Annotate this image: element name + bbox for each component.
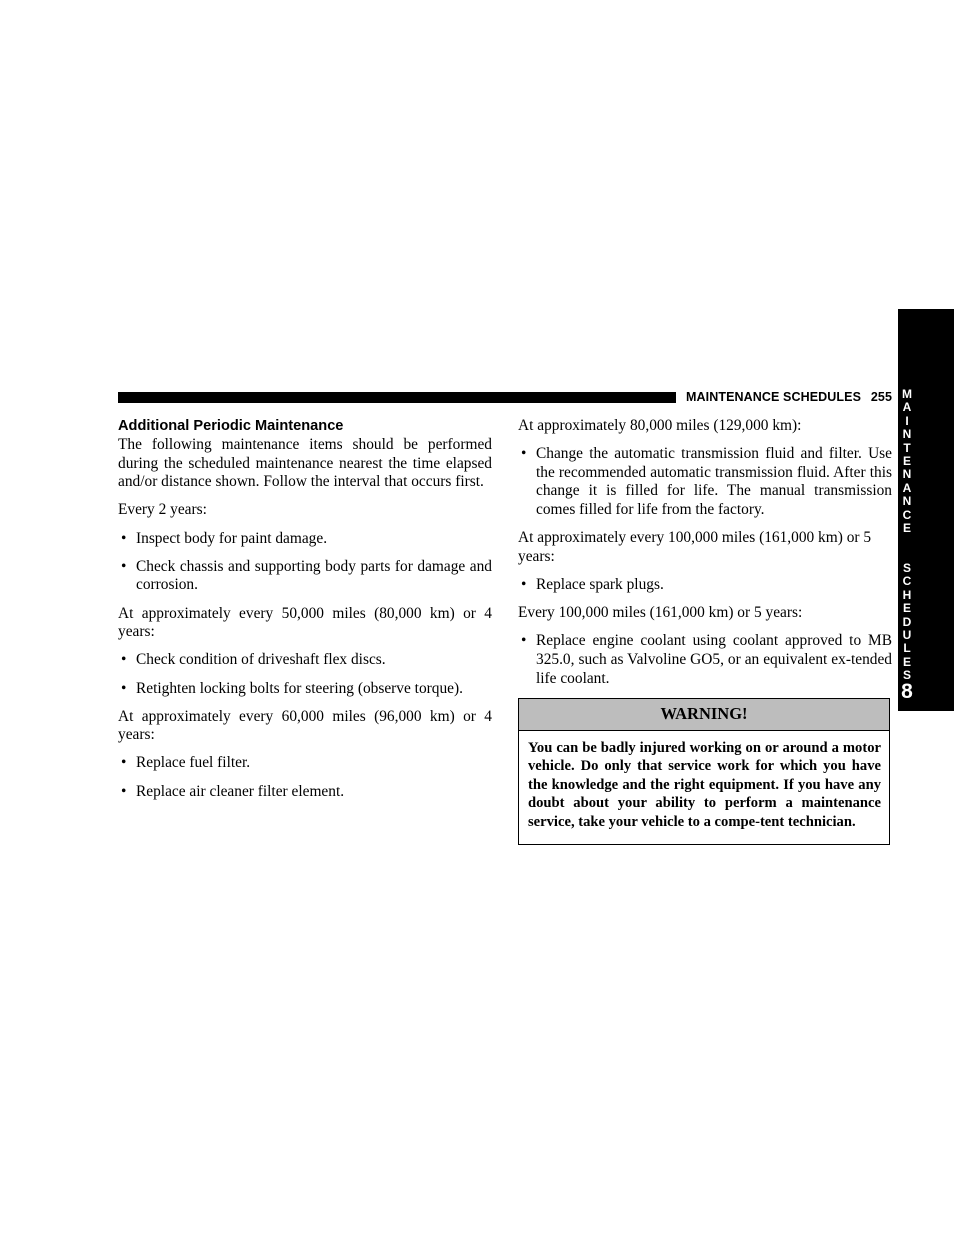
section-title: MAINTENANCE SCHEDULES	[686, 390, 862, 404]
interval-label: At approximately every 60,000 miles (96,000 km) or 4 years:	[118, 707, 492, 744]
chapter-number: 8	[901, 680, 913, 703]
warning-box	[518, 698, 890, 845]
list-item-text: Replace air cleaner filter element.	[136, 782, 345, 800]
list-item-text: Check chassis and supporting body parts for damage and corrosion.	[136, 557, 492, 594]
interval-label: At approximately every 100,000 miles (161,000 km) or 5 years:	[518, 529, 872, 565]
tab-letter: E	[902, 453, 911, 468]
tab-letter: N	[902, 427, 912, 442]
section-heading: Additional Periodic Maintenance	[118, 418, 344, 434]
interval-label: At approximately 80,000 miles (129,000 km):	[518, 417, 802, 434]
interval-label: Every 2 years:	[118, 501, 207, 519]
list-item	[118, 680, 492, 699]
tab-letter: A	[902, 400, 912, 415]
header-rule	[118, 392, 676, 403]
list-item-text: Inspect body for paint damage.	[136, 529, 328, 547]
tab-letter: E	[902, 601, 911, 616]
warning-title: WARNING!	[519, 699, 889, 731]
chapter-tab-letters	[898, 388, 916, 683]
warning-body: You can be badly injured working on or around a motor vehicle. Do only that service work for which you have the knowledge and the right equipment. If you have any doubt about your ability to perform a maintenance service, take your vehicle to a compe-tent technician.	[528, 739, 881, 831]
list-item	[118, 783, 492, 802]
tab-letter: N	[902, 494, 912, 509]
tab-letter: L	[903, 641, 911, 656]
tab-letter: C	[902, 507, 912, 522]
bullet-icon: •	[121, 529, 127, 547]
bullet-icon: •	[121, 679, 127, 697]
interval-label: Every 100,000 miles (161,000 km) or 5 years:	[518, 604, 803, 622]
tab-letter: U	[902, 628, 912, 643]
tab-letter: I	[905, 413, 909, 428]
tab-letter: T	[903, 440, 911, 455]
list-item-text: Replace fuel filter.	[136, 754, 251, 772]
tab-letter: E	[902, 654, 911, 669]
bullet-icon: •	[121, 651, 127, 669]
list-item-text: Replace spark plugs.	[536, 575, 664, 593]
interval-label: At approximately every 50,000 miles (80,000 km) or 4 years:	[118, 604, 492, 641]
bullet-icon: •	[521, 445, 527, 463]
list-item	[518, 576, 892, 595]
right-column	[518, 417, 892, 845]
list-item	[118, 754, 492, 773]
tab-letter: C	[902, 574, 912, 589]
left-column	[118, 417, 492, 811]
running-header	[686, 390, 892, 404]
bullet-icon: •	[121, 754, 127, 772]
list-item-text: Change the automatic transmission fluid and filter. Use the recommended automatic transmission fluid. After this change it is filled for life. The manual transmission comes filled for life from the factory.	[536, 445, 892, 518]
bullet-icon: •	[121, 782, 127, 800]
page-number: 255	[870, 390, 892, 404]
tab-letter: H	[902, 587, 912, 602]
tab-letter: S	[902, 668, 911, 683]
list-item-text: Replace engine coolant using coolant approved to MB 325.0, such as Valvoline GO5, or an equivalent ex-tended life coolant.	[536, 632, 892, 687]
tab-letter: D	[902, 614, 912, 629]
list-item	[518, 445, 892, 519]
tab-letter: S	[902, 561, 911, 576]
tab-letter: N	[902, 467, 912, 482]
list-item	[118, 530, 492, 549]
intro-paragraph: The following maintenance items should be performed during the scheduled maintenance nearest the time elapsed and/or distance shown. Follow the interval that occurs first.	[118, 436, 492, 491]
list-item-text: Check condition of driveshaft flex discs.	[136, 651, 386, 669]
bullet-icon: •	[521, 632, 527, 650]
tab-letter: M	[902, 387, 912, 401]
tab-letter-gap	[898, 535, 916, 562]
bullet-icon: •	[521, 575, 527, 593]
list-item	[118, 651, 492, 670]
list-item	[518, 632, 892, 688]
tab-letter: E	[902, 520, 911, 535]
chapter-tab	[898, 309, 954, 711]
list-item	[118, 558, 492, 595]
bullet-icon: •	[121, 557, 127, 575]
list-item-text: Retighten locking bolts for steering (observe torque).	[136, 679, 463, 697]
tab-letter: A	[902, 480, 912, 495]
